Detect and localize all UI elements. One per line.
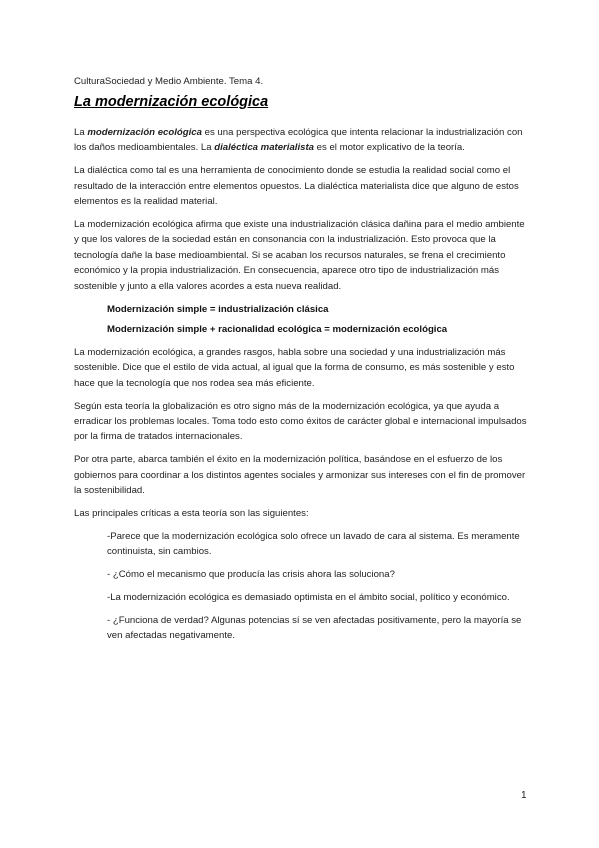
text-run: La (74, 127, 88, 138)
term-modernizacion-ecologica: modernización ecológica (87, 127, 202, 138)
criticism-item: - ¿Funciona de verdad? Algunas potencias sí se ven afectadas positivamente, pero la mayoría se ven afectadas negativamente. (107, 615, 522, 642)
text-run: es una perspectiva ecológica que intenta relacionar la industrialización con los daños medioambientales. La (74, 127, 523, 154)
paragraph-dialectica: La dialéctica como tal es una herramienta de conocimiento donde se estudia la realidad social como el resultado de la interacción entre elementos opuestos. La dialéctica materialista dice que alguno de estos elementos es la realidad material. (74, 165, 519, 208)
text-run: es el motor explicativo de la teoría. (314, 142, 465, 154)
page-title: La modernización ecológica (74, 94, 269, 110)
paragraph-intro (74, 125, 530, 156)
equation-simple: Modernización simple = industrialización clásica (107, 303, 329, 315)
criticism-item: -La modernización ecológica es demasiado optimista en el ámbito social, político y económico. (107, 592, 510, 604)
term-dialectica-materialista: dialéctica materialista (214, 142, 314, 154)
document-header: CulturaSociedad y Medio Ambiente. Tema 4. (74, 76, 264, 87)
paragraph-industrializacion: La modernización ecológica afirma que existe una industrialización clásica dañina para el medio ambiente y que los valores de la sociedad están en consonancia con la industrialización. Esto provoca que la tecnología dañe la base medioambiental. Si se acaban los recursos naturales, se frena el crecimiento económico y la propia industrialización. En consecuencia, aparece otro tipo de industrialización más sostenible y junto a ella valores acordes a esta nueva realidad. (74, 219, 525, 292)
criticism-item: - ¿Cómo el mecanismo que producía las crisis ahora las soluciona? (107, 569, 395, 581)
equation-ecologica: Modernización simple + racionalidad ecológica = modernización ecológica (107, 323, 448, 335)
paragraph-criticas-intro: Las principales críticas a esta teoría son las siguientes: (74, 508, 309, 520)
criticism-item: -Parece que la modernización ecológica solo ofrece un lavado de cara al sistema. Es meramente continuista, sin cambios. (107, 530, 520, 558)
page-number: 1 (521, 790, 527, 801)
paragraph-globalizacion: Según esta teoría la globalización es otro signo más de la modernización ecológica, ya que ayuda a erradicar los problemas locales. Toma todo esto como éxitos de carácter global e internacional impulsados por la firma de tratados internacionales. (74, 400, 527, 443)
document-body (74, 125, 530, 651)
paragraph-politica: Por otra parte, abarca también el éxito en la modernización política, basándose en el esfuerzo de los gobiernos para coordinar a los distintos agentes sociales y armonizar sus intereses con el fin de promover la sostenibilidad. (74, 454, 526, 497)
paragraph-sostenible: La modernización ecológica, a grandes rasgos, habla sobre una sociedad y una industrialización más sostenible. Dice que el estilo de vida actual, al igual que la forma de consumo, es más sostenible y esto hace que la tecnología que nos rodea sea más eficiente. (74, 346, 515, 389)
